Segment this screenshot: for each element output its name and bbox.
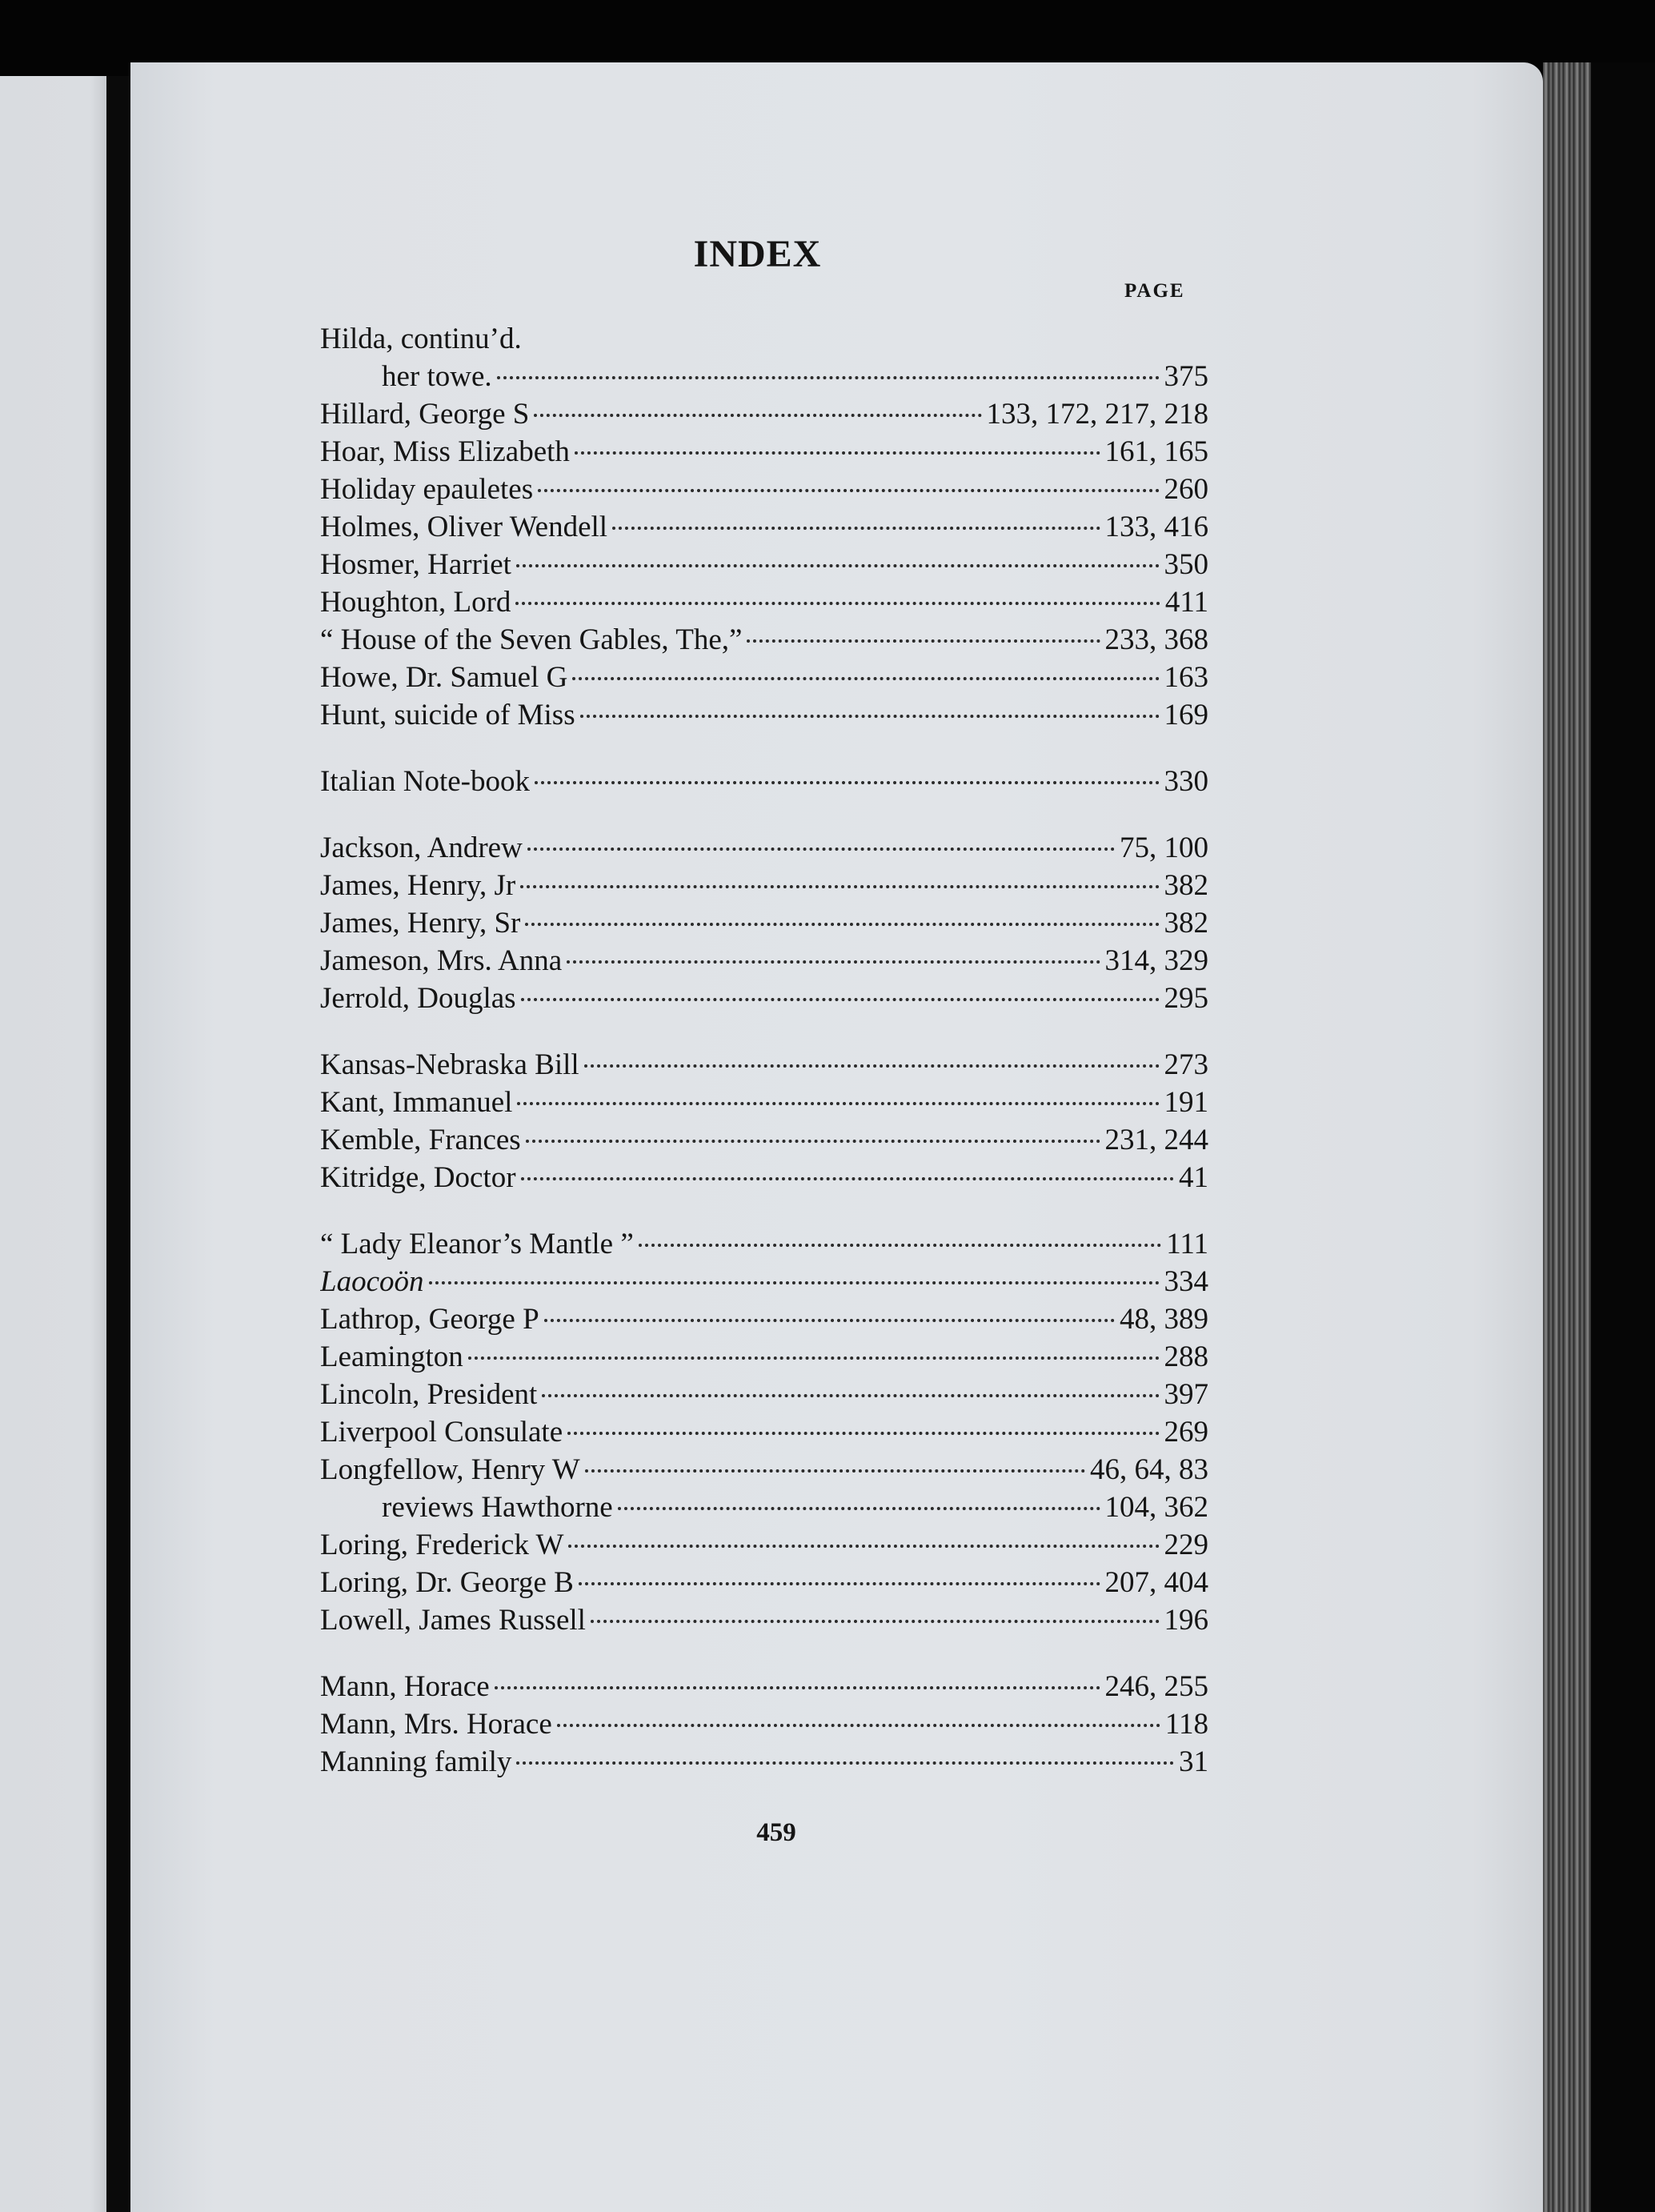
dot-leader xyxy=(639,1244,1161,1247)
index-page-refs: 295 xyxy=(1164,982,1208,1015)
index-page-refs: 288 xyxy=(1164,1340,1208,1373)
index-entry xyxy=(320,1453,1208,1490)
index-term: Hillard, George S xyxy=(320,398,530,431)
index-page-refs: 75, 100 xyxy=(1120,832,1208,864)
index-entry xyxy=(320,1048,1208,1085)
index-entry xyxy=(320,764,1208,802)
dot-leader xyxy=(517,1102,1159,1105)
index-term: Lathrop, George P xyxy=(320,1303,539,1336)
index-list xyxy=(320,322,1208,1782)
dot-leader xyxy=(572,677,1159,680)
scan-right-border xyxy=(1591,62,1655,2212)
dot-leader xyxy=(527,848,1115,851)
index-entry xyxy=(320,981,1208,1019)
dot-leader xyxy=(534,414,981,417)
dot-leader xyxy=(585,1469,1085,1473)
index-term: Laocoön xyxy=(320,1265,424,1298)
dot-leader xyxy=(612,527,1100,530)
dot-leader xyxy=(591,1620,1160,1623)
dot-leader xyxy=(495,1686,1100,1689)
dot-leader xyxy=(497,376,1160,379)
dot-leader xyxy=(567,960,1100,964)
index-entry xyxy=(320,944,1208,981)
index-entry xyxy=(320,698,1208,735)
index-page-refs: 196 xyxy=(1164,1604,1208,1637)
index-page-refs: 118 xyxy=(1164,1708,1208,1741)
index-entry xyxy=(320,322,1208,359)
index-term: Jackson, Andrew xyxy=(320,832,523,864)
index-page-refs: 233, 368 xyxy=(1104,623,1208,656)
index-page-refs: 104, 362 xyxy=(1104,1491,1208,1524)
dot-leader xyxy=(520,885,1159,888)
dot-leader xyxy=(544,1319,1115,1322)
index-entry xyxy=(320,435,1208,472)
index-entry xyxy=(320,1415,1208,1453)
index-term: Holmes, Oliver Wendell xyxy=(320,511,608,543)
facing-page-edge xyxy=(0,76,106,2212)
index-page-refs: 330 xyxy=(1164,765,1208,798)
index-term: her towe. xyxy=(382,360,492,393)
index-term: Kant, Immanuel xyxy=(320,1086,513,1119)
index-page-refs: 246, 255 xyxy=(1104,1670,1208,1703)
index-term: “ House of the Seven Gables, The,” xyxy=(320,623,743,656)
dot-leader xyxy=(747,639,1100,643)
index-page-refs: 350 xyxy=(1164,548,1208,581)
index-term: Lowell, James Russell xyxy=(320,1604,586,1637)
dot-leader xyxy=(580,715,1160,718)
index-page-refs: 191 xyxy=(1164,1086,1208,1119)
dot-leader xyxy=(516,1761,1174,1765)
index-page-refs: 46, 64, 83 xyxy=(1090,1453,1208,1486)
section-gap xyxy=(320,735,1208,764)
index-entry xyxy=(320,547,1208,585)
index-term: Italian Note-book xyxy=(320,765,530,798)
dot-leader xyxy=(468,1356,1160,1360)
index-page-refs: 133, 416 xyxy=(1104,511,1208,543)
index-page-refs: 411 xyxy=(1164,586,1208,619)
index-entry xyxy=(320,1669,1208,1707)
index-entry xyxy=(320,1227,1208,1264)
dot-leader xyxy=(618,1507,1100,1510)
dot-leader xyxy=(516,564,1160,567)
page-title-container xyxy=(0,232,1655,276)
index-entry xyxy=(320,906,1208,944)
dot-leader xyxy=(575,451,1100,455)
index-page-refs: 111 xyxy=(1166,1228,1208,1260)
index-page-refs: 231, 244 xyxy=(1104,1124,1208,1156)
index-entry xyxy=(320,510,1208,547)
index-term: James, Henry, Jr xyxy=(320,869,516,902)
page-number: 459 xyxy=(756,1818,796,1847)
index-subentry xyxy=(320,1490,1208,1528)
page-title: INDEX xyxy=(693,233,822,275)
dot-leader xyxy=(525,923,1159,926)
index-page-refs: 41 xyxy=(1179,1161,1208,1194)
index-term: Mann, Horace xyxy=(320,1670,490,1703)
index-term: Longfellow, Henry W xyxy=(320,1453,580,1486)
index-entry xyxy=(320,831,1208,868)
section-gap xyxy=(320,1641,1208,1669)
index-entry xyxy=(320,1340,1208,1377)
index-page-refs: 334 xyxy=(1164,1265,1208,1298)
index-entry xyxy=(320,1528,1208,1565)
index-term: James, Henry, Sr xyxy=(320,907,521,940)
dot-leader xyxy=(535,781,1160,784)
index-term: Kansas-Nebraska Bill xyxy=(320,1048,579,1081)
dot-leader xyxy=(526,1140,1100,1143)
index-entry xyxy=(320,397,1208,435)
section-gap xyxy=(320,802,1208,831)
index-term: Jameson, Mrs. Anna xyxy=(320,944,563,977)
index-entry xyxy=(320,868,1208,906)
dot-leader xyxy=(567,1432,1159,1435)
dot-leader xyxy=(557,1724,1160,1727)
index-page-refs: 269 xyxy=(1164,1416,1208,1449)
index-term: Loring, Frederick W xyxy=(320,1529,564,1561)
index-entry xyxy=(320,1603,1208,1641)
index-term: “ Lady Eleanor’s Mantle ” xyxy=(320,1228,634,1260)
index-term: Hilda, continu’d. xyxy=(320,323,522,355)
section-gap xyxy=(320,1198,1208,1227)
index-entry xyxy=(320,1565,1208,1603)
index-entry xyxy=(320,472,1208,510)
index-term: Leamington xyxy=(320,1340,463,1373)
index-term: Lincoln, President xyxy=(320,1378,538,1411)
dot-leader xyxy=(521,998,1160,1001)
index-page-refs: 273 xyxy=(1164,1048,1208,1081)
index-page-refs: 375 xyxy=(1164,360,1208,393)
index-term: Manning family xyxy=(320,1745,512,1778)
index-page-refs: 163 xyxy=(1164,661,1208,694)
index-term: Holiday epauletes xyxy=(320,473,534,506)
index-entry xyxy=(320,1745,1208,1782)
index-entry xyxy=(320,1377,1208,1415)
index-entry xyxy=(320,1707,1208,1745)
index-entry xyxy=(320,585,1208,623)
index-page-refs: 260 xyxy=(1164,473,1208,506)
dot-leader xyxy=(579,1582,1100,1585)
index-term: Hosmer, Harriet xyxy=(320,548,511,581)
index-term: reviews Hawthorne xyxy=(382,1491,613,1524)
page-column-label: PAGE xyxy=(1124,280,1185,302)
index-term: Jerrold, Douglas xyxy=(320,982,516,1015)
dot-leader xyxy=(429,1281,1160,1284)
index-entry xyxy=(320,1160,1208,1198)
dot-leader xyxy=(568,1545,1159,1548)
section-gap xyxy=(320,1019,1208,1048)
index-page-refs: 382 xyxy=(1164,907,1208,940)
index-term: Hoar, Miss Elizabeth xyxy=(320,435,570,468)
index-term: Hunt, suicide of Miss xyxy=(320,699,575,731)
index-page-refs: 229 xyxy=(1164,1529,1208,1561)
index-page-refs: 133, 172, 217, 218 xyxy=(986,398,1208,431)
index-page-refs: 207, 404 xyxy=(1104,1566,1208,1599)
index-term: Kemble, Frances xyxy=(320,1124,521,1156)
index-page-refs: 48, 389 xyxy=(1120,1303,1208,1336)
index-term: Houghton, Lord xyxy=(320,586,511,619)
index-entry xyxy=(320,1302,1208,1340)
folio-container xyxy=(0,1818,1655,1848)
index-page-refs: 382 xyxy=(1164,869,1208,902)
index-entry xyxy=(320,623,1208,660)
book-gutter xyxy=(106,76,130,2212)
index-term: Kitridge, Doctor xyxy=(320,1161,516,1194)
index-entry xyxy=(320,1085,1208,1123)
index-page-refs: 169 xyxy=(1164,699,1208,731)
index-entry xyxy=(320,1123,1208,1160)
index-page-refs: 31 xyxy=(1179,1745,1208,1778)
index-term: Mann, Mrs. Horace xyxy=(320,1708,552,1741)
index-term: Howe, Dr. Samuel G xyxy=(320,661,568,694)
index-entry xyxy=(320,660,1208,698)
page-block-edge xyxy=(1543,62,1591,2212)
index-term: Loring, Dr. George B xyxy=(320,1566,574,1599)
dot-leader xyxy=(542,1394,1159,1397)
index-page-refs: 397 xyxy=(1164,1378,1208,1411)
index-subentry xyxy=(320,359,1208,397)
index-page-refs: 161, 165 xyxy=(1104,435,1208,468)
dot-leader xyxy=(515,602,1160,605)
index-term: Liverpool Consulate xyxy=(320,1416,563,1449)
dot-leader xyxy=(584,1064,1160,1068)
dot-leader xyxy=(538,489,1159,492)
dot-leader xyxy=(521,1177,1174,1180)
index-entry xyxy=(320,1264,1208,1302)
index-page-refs: 314, 329 xyxy=(1104,944,1208,977)
